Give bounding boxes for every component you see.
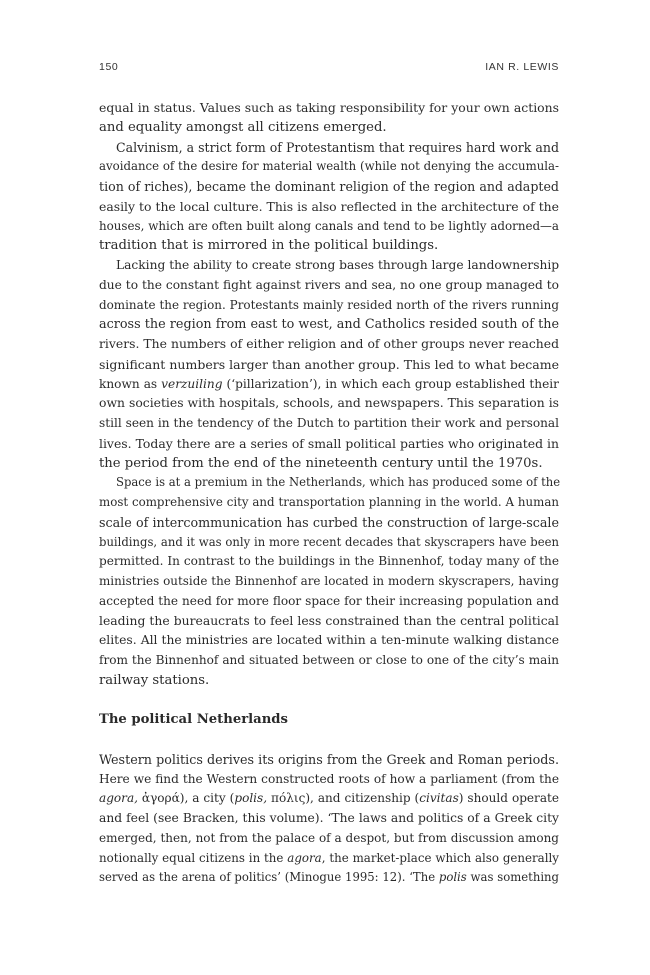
text-line: Western politics derives its origins from the Greek and Roman periods. bbox=[99, 751, 559, 767]
italic-term: civitas bbox=[419, 791, 459, 806]
text-run: πόλις), and citizenship ( bbox=[267, 791, 420, 806]
paragraph-5 bbox=[99, 750, 559, 888]
text-line: buildings, and it was only in more recent decades that skyscrapers have been bbox=[99, 534, 559, 549]
text-line: due to the constant fight against rivers and sea, no one group managed to bbox=[99, 277, 559, 292]
text-line: the period from the end of the nineteenth century until the 1970s. bbox=[99, 455, 543, 471]
paragraph-2 bbox=[99, 138, 559, 257]
italic-term: agora, bbox=[99, 791, 138, 806]
text-run: was something bbox=[466, 870, 559, 885]
text-line: equal in status. Values such as taking responsibility for your own actions bbox=[99, 100, 559, 115]
text-line: easily to the local culture. This is also reflected in the architecture of the bbox=[99, 198, 559, 214]
text-line: most comprehensive city and transportation planning in the world. A human bbox=[99, 495, 559, 509]
italic-term: polis, bbox=[234, 791, 268, 806]
text-line: ministries outside the Binnenhof are located in modern skyscrapers, having bbox=[99, 574, 559, 588]
text-line: dominate the region. Protestants mainly resided north of the rivers running bbox=[99, 297, 559, 312]
text-run: , the market-place which also generally bbox=[321, 850, 559, 865]
page-number: 150 bbox=[99, 61, 119, 73]
paragraph-4 bbox=[99, 473, 559, 690]
text-line: permitted. In contrast to the buildings in the Binnenhof, today many of the bbox=[99, 554, 559, 569]
text-line bbox=[99, 849, 559, 869]
italic-term: polis bbox=[438, 870, 467, 885]
text-line: significant numbers larger than another group. This led to what became bbox=[99, 356, 559, 372]
text-run: served as the arena of politics’ (Minogue 1995: 12). ‘The bbox=[99, 870, 439, 885]
text-line: accepted the need for more floor space for their increasing population and bbox=[99, 593, 559, 608]
text-line: emerged, then, not from the palace of a despot, but from discussion among bbox=[99, 830, 559, 845]
text-line: across the region from east to west, and Catholics resided south of the bbox=[99, 317, 559, 333]
text-line: rivers. The numbers of either religion and of other groups never reached bbox=[99, 337, 559, 351]
text-line: and equality amongst all citizens emerged. bbox=[99, 119, 387, 135]
paragraph-1 bbox=[99, 98, 559, 138]
text-line: railway stations. bbox=[99, 672, 210, 688]
text-line bbox=[99, 375, 559, 395]
text-run: ) should operate bbox=[458, 791, 560, 806]
text-line: leading the bureaucrats to feel less constrained than the central political bbox=[99, 613, 559, 628]
text-line: from the Binnenhof and situated between or close to one of the city’s main bbox=[99, 653, 559, 667]
text-line: tion of riches), became the dominant religion of the region and adapted bbox=[99, 179, 559, 194]
text-line: houses, which are often built along canals and tend to be lightly adorned—a bbox=[99, 218, 559, 233]
italic-term: agora bbox=[287, 850, 322, 865]
text-line: own societies with hospitals, schools, and newspapers. This separation is bbox=[99, 396, 559, 411]
text-line: scale of intercommunication has curbed the construction of large-scale bbox=[99, 514, 559, 530]
text-line: and feel (see Bracken, this volume). ‘The laws and politics of a Greek city bbox=[99, 811, 559, 825]
text-line: Lacking the ability to create strong bases through large landownership bbox=[116, 258, 560, 272]
text-line bbox=[99, 868, 559, 888]
text-line: elites. All the ministries are located within a ten-minute walking distance bbox=[99, 633, 559, 648]
text-line: Here we find the Western constructed roots of how a parliament (from the bbox=[99, 771, 559, 786]
text-run: (‘pillarization’), in which each group established their bbox=[222, 376, 559, 391]
text-line: still seen in the tendency of the Dutch to partition their work and personal bbox=[99, 416, 559, 430]
text-line: lives. Today there are a series of small political parties who originated in bbox=[99, 435, 559, 451]
text-line: avoidance of the desire for material wealth (while not denying the accumula- bbox=[99, 159, 559, 174]
text-line bbox=[99, 789, 559, 809]
text-run: known as bbox=[99, 376, 162, 391]
section-heading: The political Netherlands bbox=[99, 712, 288, 728]
running-head bbox=[99, 61, 559, 77]
text-line: tradition that is mirrored in the political buildings. bbox=[99, 238, 439, 254]
body-text bbox=[99, 98, 559, 888]
text-line: Space is at a premium in the Netherlands, which has produced some of the bbox=[116, 475, 561, 490]
text-run: ἀγορά), a city ( bbox=[137, 791, 235, 806]
paragraph-3 bbox=[99, 256, 559, 473]
italic-term: verzuiling bbox=[161, 376, 223, 391]
text-run: notionally equal citizens in the bbox=[99, 850, 288, 865]
author-name: IAN R. LEWIS bbox=[485, 61, 559, 73]
text-line: Calvinism, a strict form of Protestantism that requires hard work and bbox=[116, 139, 559, 155]
